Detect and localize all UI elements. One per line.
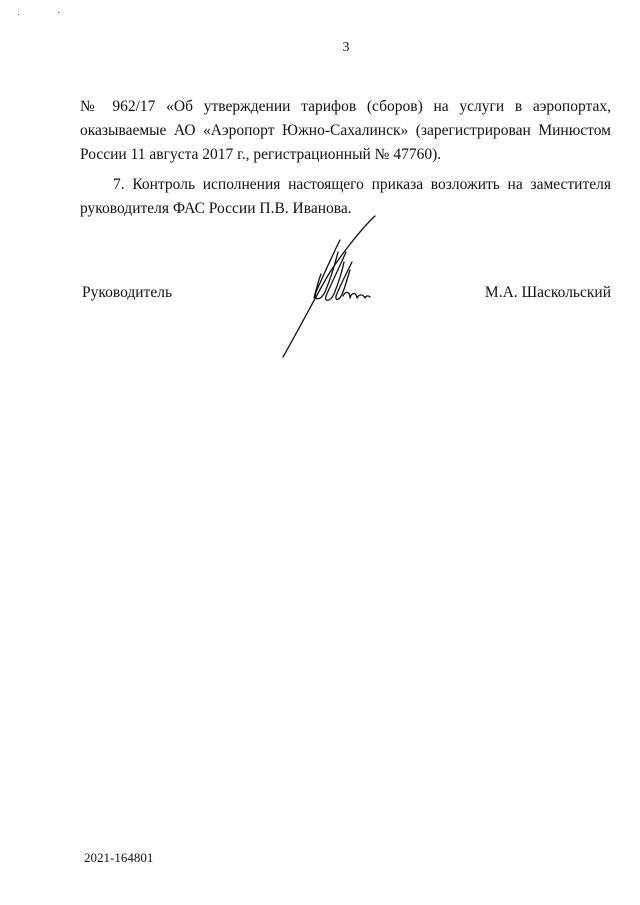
page-number: 3 [342, 40, 350, 55]
paragraph-item-7: 7. Контроль исполнения настоящего приказа возложить на заместителя руководителя ФАС России П.В. Иванова. [80, 176, 611, 217]
handwritten-signature [280, 212, 380, 362]
scan-artifact [18, 14, 19, 15]
body-text [80, 95, 611, 221]
signer-title: Руководитель [82, 284, 173, 301]
paragraph-order-reference: № 962/17 «Об утверждении тарифов (сборов) на услуги в аэропортах, оказываемые АО «Аэропорт Южно-Сахалинск» (зарегистрирован Минюстом России 11 августа 2017 г., регистрационный № 47760). [80, 98, 611, 163]
scan-artifact [58, 12, 59, 13]
signer-name: М.А. Шаскольский [484, 284, 611, 301]
document-number: 2021-164801 [84, 850, 154, 865]
